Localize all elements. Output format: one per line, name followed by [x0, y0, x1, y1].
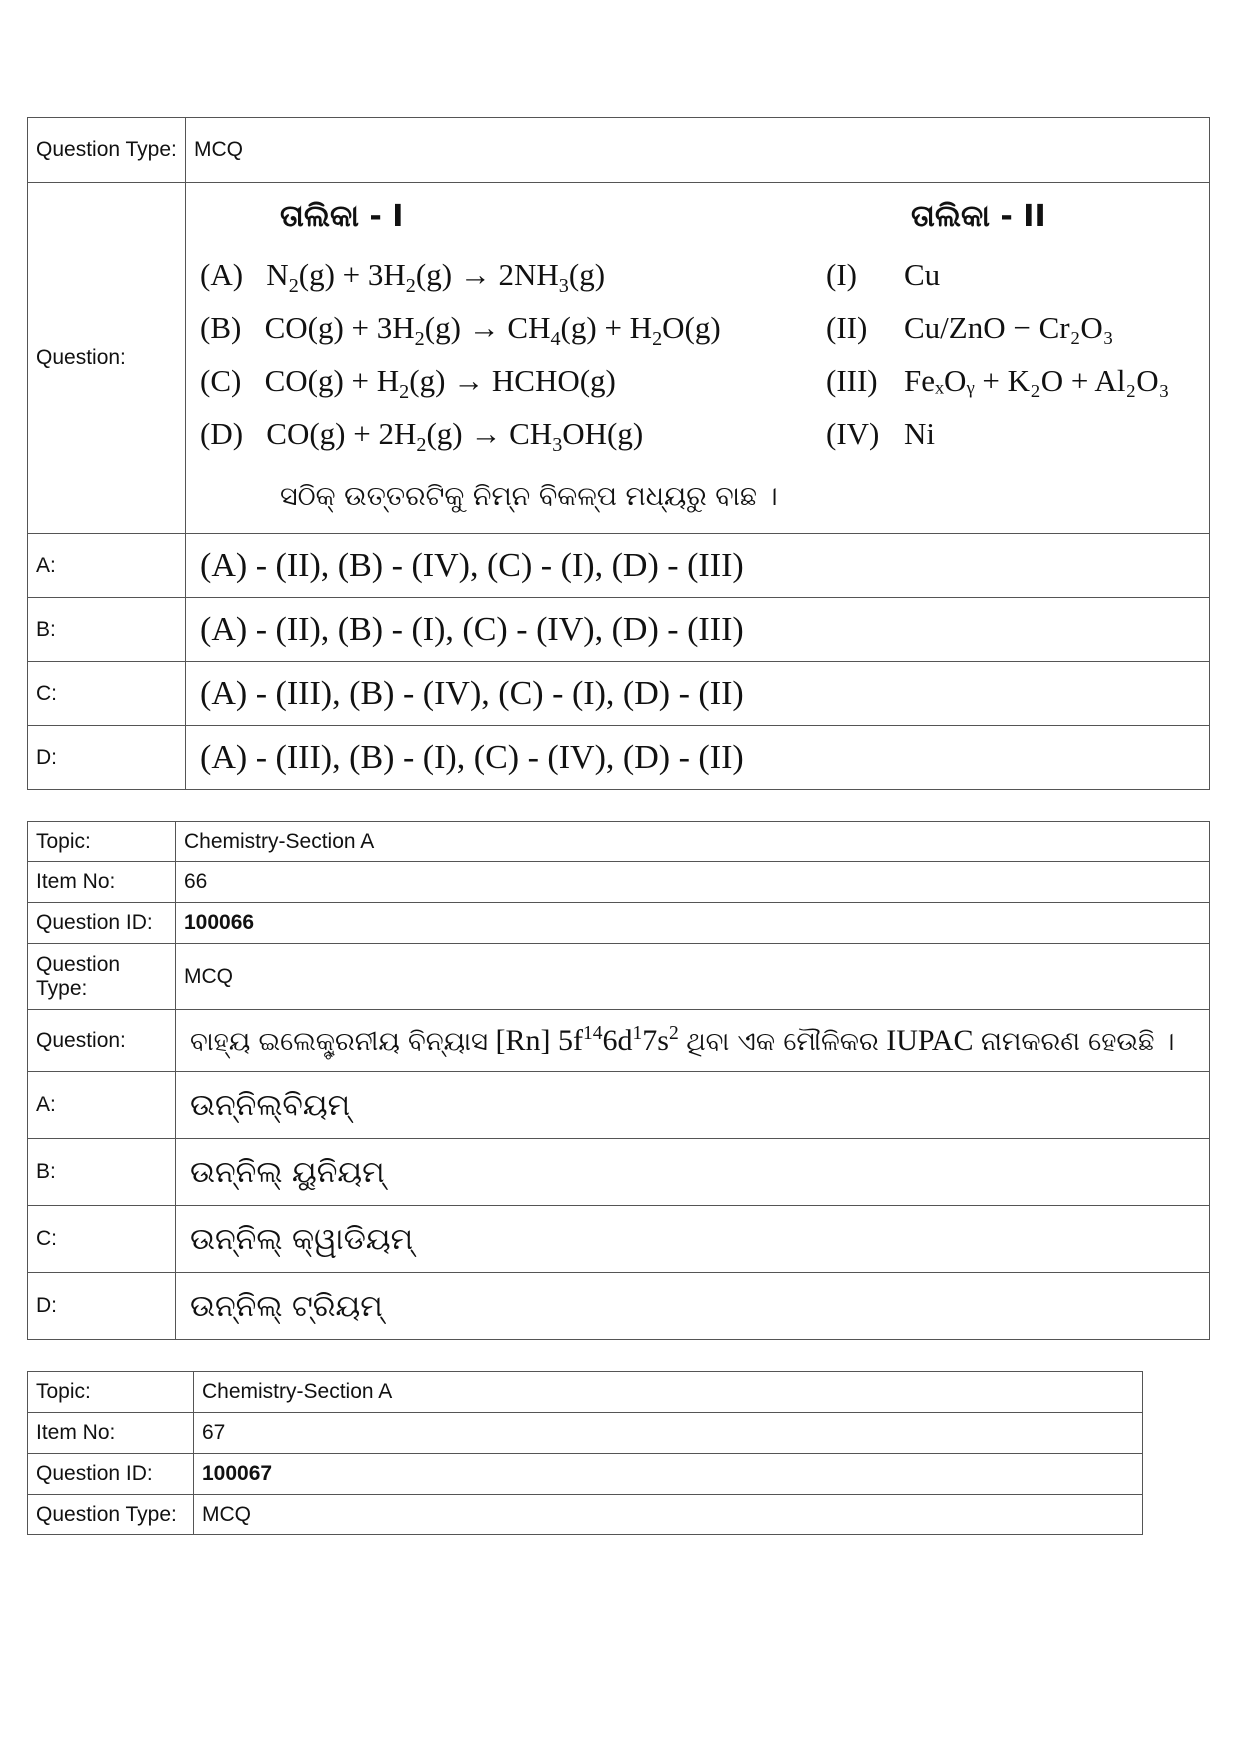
option-d-text: (A) - (III), (B) - (I), (C) - (IV), (D) - (II) [186, 726, 1210, 790]
option-d-label: D: [28, 1273, 176, 1340]
question-id-value: 100067 [194, 1454, 1143, 1495]
list1-item-a: (A) $N_2(g) + 3H_2(g) \to 2NH_3(g)$ [200, 257, 606, 298]
topic-value: Chemistry-Section A [194, 1372, 1143, 1413]
question-id-label: Question ID: [28, 1454, 194, 1495]
question-content [186, 183, 1210, 534]
option-b-label: B: [28, 598, 186, 662]
question-type-label: Question Type: [28, 944, 176, 1010]
question-text: ବାହ୍ୟ ଇଲେକ୍ଟ୍ରନୀୟ ବିନ୍ୟାସ [Rn] $5f^{14}6d^17s^2$ ଥିବା ଏକ ମୌଳିକର IUPAC ନାମକରଣ ହେଉଛି । [176, 1010, 1210, 1072]
question-label: Question: [28, 183, 186, 534]
option-d-text: ଉନ୍ନିଲ୍ ଟ୍ରିୟମ୍ [176, 1273, 1210, 1340]
topic-label: Topic: [28, 1372, 194, 1413]
topic-label: Topic: [28, 822, 176, 862]
question-type-label: Question Type: [28, 118, 186, 183]
option-b-text: ଉନ୍ନିଲ୍ ୟୁନିୟମ୍ [176, 1139, 1210, 1206]
list2-item-4: (IV) Ni [826, 416, 935, 451]
topic-value: Chemistry-Section A [176, 822, 1210, 862]
question-type-value: MCQ [194, 1495, 1143, 1535]
question-id-value: 100066 [176, 903, 1210, 944]
list2-item-3: (III) FeₓOᵧ + K₂O + Al₂O₃ [826, 363, 1170, 398]
item-no-label: Item No: [28, 862, 176, 903]
question-66-table [27, 821, 1210, 1340]
question-label: Question: [28, 1010, 176, 1072]
option-c-label: C: [28, 662, 186, 726]
item-no-value: 67 [194, 1413, 1143, 1454]
question-type-value: MCQ [176, 944, 1210, 1010]
option-a-text: (A) - (II), (B) - (IV), (C) - (I), (D) - (III) [186, 534, 1210, 598]
question-instruction: ସଠିକ୍ ଉତ୍ତରଟିକୁ ନିମ୍ନ ବିକଳ୍ପ ମଧ୍ୟରୁ ବାଛ । [280, 481, 778, 512]
option-a-label: A: [28, 1072, 176, 1139]
list2-heading: ତାଲିକା - II [911, 199, 1046, 234]
list1-item-c: (C) $CO(g) + H_2(g)$ → HCHO(g) [200, 363, 616, 404]
list1-item-d: (D) $CO(g) + 2H_2(g) \to CH_3OH(g)$ [200, 416, 644, 457]
list1-item-b: (B) $CO(g) + 3H_2(g) \to CH_4(g) + H_2O(g)$ [200, 310, 721, 351]
option-c-label: C: [28, 1206, 176, 1273]
list2-item-2: (II) Cu/ZnO − Cr₂O₃ [826, 310, 1114, 345]
item-no-value: 66 [176, 862, 1210, 903]
option-a-text: ଉନ୍ନିଲ୍‌ବିୟମ୍ [176, 1072, 1210, 1139]
option-c-text: (A) - (III), (B) - (IV), (C) - (I), (D) - (II) [186, 662, 1210, 726]
item-no-label: Item No: [28, 1413, 194, 1454]
question-type-value: MCQ [186, 118, 1210, 183]
option-a-label: A: [28, 534, 186, 598]
question-65-table [27, 117, 1210, 790]
list2-item-1: (I) Cu [826, 257, 941, 292]
question-type-label: Question Type: [28, 1495, 194, 1535]
option-d-label: D: [28, 726, 186, 790]
question-id-label: Question ID: [28, 903, 176, 944]
option-c-text: ଉନ୍ନିଲ୍ କ୍ୱାଡିୟମ୍ [176, 1206, 1210, 1273]
list1-heading: ତାଲିକା - I [280, 199, 404, 234]
question-67-table [27, 1371, 1143, 1535]
option-b-label: B: [28, 1139, 176, 1206]
option-b-text: (A) - (II), (B) - (I), (C) - (IV), (D) - (III) [186, 598, 1210, 662]
